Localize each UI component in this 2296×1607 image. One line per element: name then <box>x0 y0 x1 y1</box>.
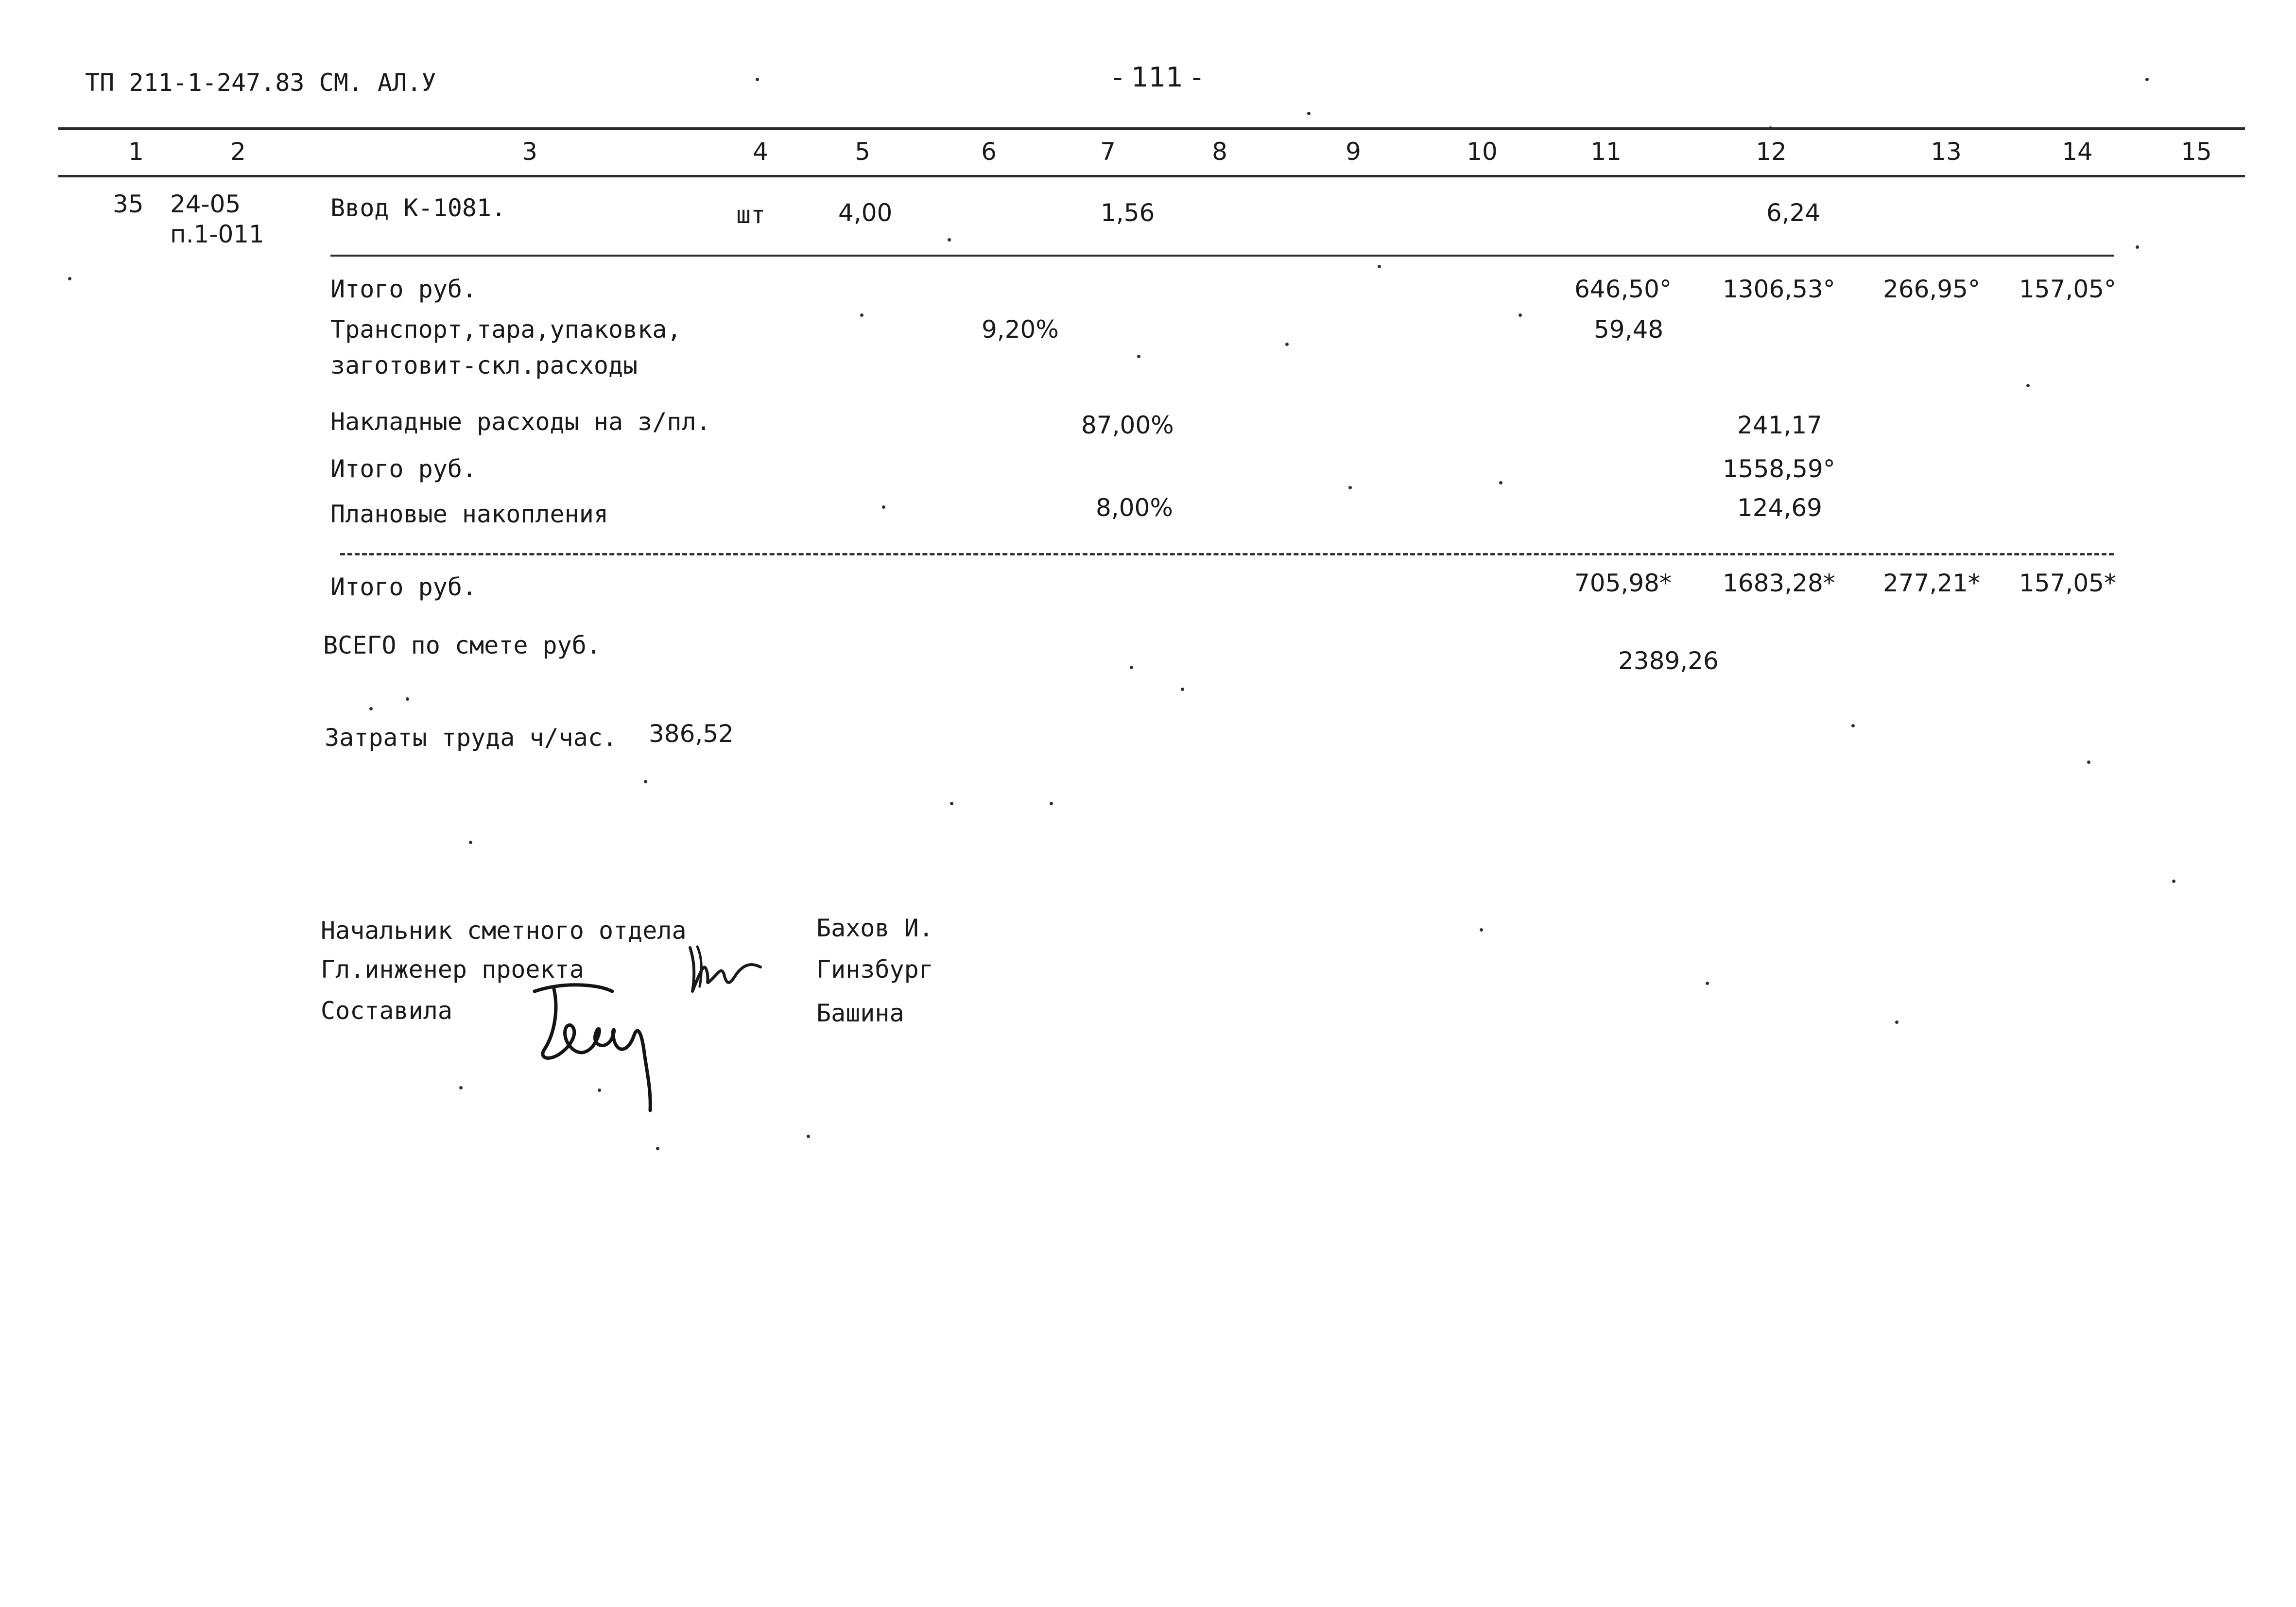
dashed-separator <box>340 553 2114 555</box>
overhead-col12: 241,17 <box>1737 411 1822 439</box>
labor-value: 386,52 <box>649 720 734 748</box>
column-header: 6 <box>981 138 997 166</box>
scan-speck <box>1706 982 1709 985</box>
scan-speck <box>2136 245 2139 249</box>
column-header: 15 <box>2181 138 2212 166</box>
column-header: 12 <box>1756 138 1787 166</box>
column-header: 11 <box>1590 138 1622 166</box>
planned-percent: 8,00% <box>1096 494 1173 522</box>
row-separator <box>330 255 2114 257</box>
scan-speck <box>882 505 885 509</box>
scan-speck <box>1285 343 1289 346</box>
transport-label: Транспорт,тара,упаковка, <box>330 315 682 344</box>
scan-speck <box>2145 78 2149 81</box>
signatory-role: Составила <box>321 997 452 1025</box>
scan-speck <box>598 1089 601 1092</box>
scan-speck <box>68 277 71 280</box>
scan-speck <box>950 802 953 805</box>
grand-total-value: 2389,26 <box>1618 647 1719 675</box>
scan-speck <box>1050 802 1053 805</box>
column-header: 13 <box>1931 138 1962 166</box>
signatory-role: Гл.инженер проекта <box>321 955 584 984</box>
transport-label-cont: заготовит-скл.расходы <box>330 351 638 380</box>
summary-col12: 1683,28* <box>1723 569 1835 597</box>
item-code: 24-05 <box>170 190 241 218</box>
scan-speck <box>1851 724 1855 727</box>
scan-speck <box>1499 481 1502 484</box>
column-header: 9 <box>1346 138 1361 166</box>
scan-speck <box>644 780 647 783</box>
transport-col11: 59,48 <box>1594 315 1664 344</box>
scan-speck <box>1130 666 1133 669</box>
scan-speck <box>1181 688 1184 691</box>
scan-speck <box>459 1086 463 1089</box>
scan-speck <box>469 841 472 844</box>
planned-label: Плановые накопления <box>330 500 608 528</box>
summary-col13: 266,95° <box>1883 275 1980 303</box>
scan-speck <box>2087 760 2090 764</box>
labor-label: Затраты труда ч/час. <box>325 724 618 752</box>
scan-speck <box>656 1147 659 1150</box>
column-header: 10 <box>1467 138 1498 166</box>
scan-speck <box>1895 1020 1899 1024</box>
summary-col12: 1306,53° <box>1723 275 1835 303</box>
column-header: 2 <box>230 138 246 166</box>
scan-speck <box>1137 355 1140 358</box>
scan-speck <box>860 313 863 317</box>
column-header: 8 <box>1212 138 1227 166</box>
column-header: 4 <box>753 138 768 166</box>
item-code-ref: п.1-011 <box>170 220 264 248</box>
overhead-percent: 87,00% <box>1081 411 1174 439</box>
scan-speck <box>807 1135 810 1138</box>
scan-speck <box>406 697 409 701</box>
summary-col14: 157,05° <box>2019 275 2116 303</box>
column-header: 7 <box>1100 138 1116 166</box>
item-unit: шт <box>736 201 766 229</box>
scan-speck <box>1307 112 1311 115</box>
signatory-name: Бахов И. <box>816 914 933 942</box>
item-quantity: 4,00 <box>838 199 893 227</box>
signatory-name: Башина <box>816 999 904 1027</box>
overhead-label: Накладные расходы на з/пл. <box>330 408 711 436</box>
scan-speck <box>1480 928 1483 932</box>
scan-speck <box>1519 313 1522 317</box>
scan-speck <box>1348 486 1352 489</box>
planned-col12: 124,69 <box>1737 494 1822 522</box>
table-header-bottom-rule <box>58 175 2245 177</box>
summary-label: Итого руб. <box>330 275 477 303</box>
summary-col13: 277,21* <box>1883 569 1980 597</box>
column-header: 5 <box>855 138 870 166</box>
summary-col11: 646,50° <box>1574 275 1672 303</box>
scan-speck <box>369 707 373 710</box>
item-number: 35 <box>113 190 144 218</box>
transport-percent: 9,20% <box>982 315 1059 344</box>
handwritten-signature-2 <box>525 977 671 1123</box>
handwritten-signature-1 <box>675 938 773 1011</box>
scan-speck <box>2172 880 2175 883</box>
summary-label: Итого руб. <box>330 573 477 601</box>
document-code: ТП 211-1-247.83 СМ. АЛ.У <box>85 69 436 97</box>
page-number: - 111 - <box>1113 62 1202 93</box>
item-name: Ввод К-1081. <box>330 194 506 222</box>
summary-col14: 157,05* <box>2019 569 2116 597</box>
grand-total-label: ВСЕГО по смете руб. <box>323 631 601 659</box>
scan-speck <box>756 78 759 81</box>
summary-col11: 705,98* <box>1574 569 1672 597</box>
item-total: 6,24 <box>1766 199 1821 227</box>
signatory-name: Гинзбург <box>816 955 933 984</box>
summary-label: Итого руб. <box>330 455 477 483</box>
table-top-rule <box>58 127 2245 130</box>
summary-col12: 1558,59° <box>1723 455 1835 483</box>
column-header: 3 <box>522 138 537 166</box>
scan-speck <box>948 238 951 242</box>
scan-speck <box>1769 126 1772 130</box>
item-price: 1,56 <box>1101 199 1155 227</box>
scan-speck <box>2026 384 2030 387</box>
signatory-role: Начальник сметного отдела <box>321 916 687 945</box>
column-header: 14 <box>2062 138 2093 166</box>
scan-speck <box>1378 265 1381 268</box>
column-header: 1 <box>128 138 144 166</box>
